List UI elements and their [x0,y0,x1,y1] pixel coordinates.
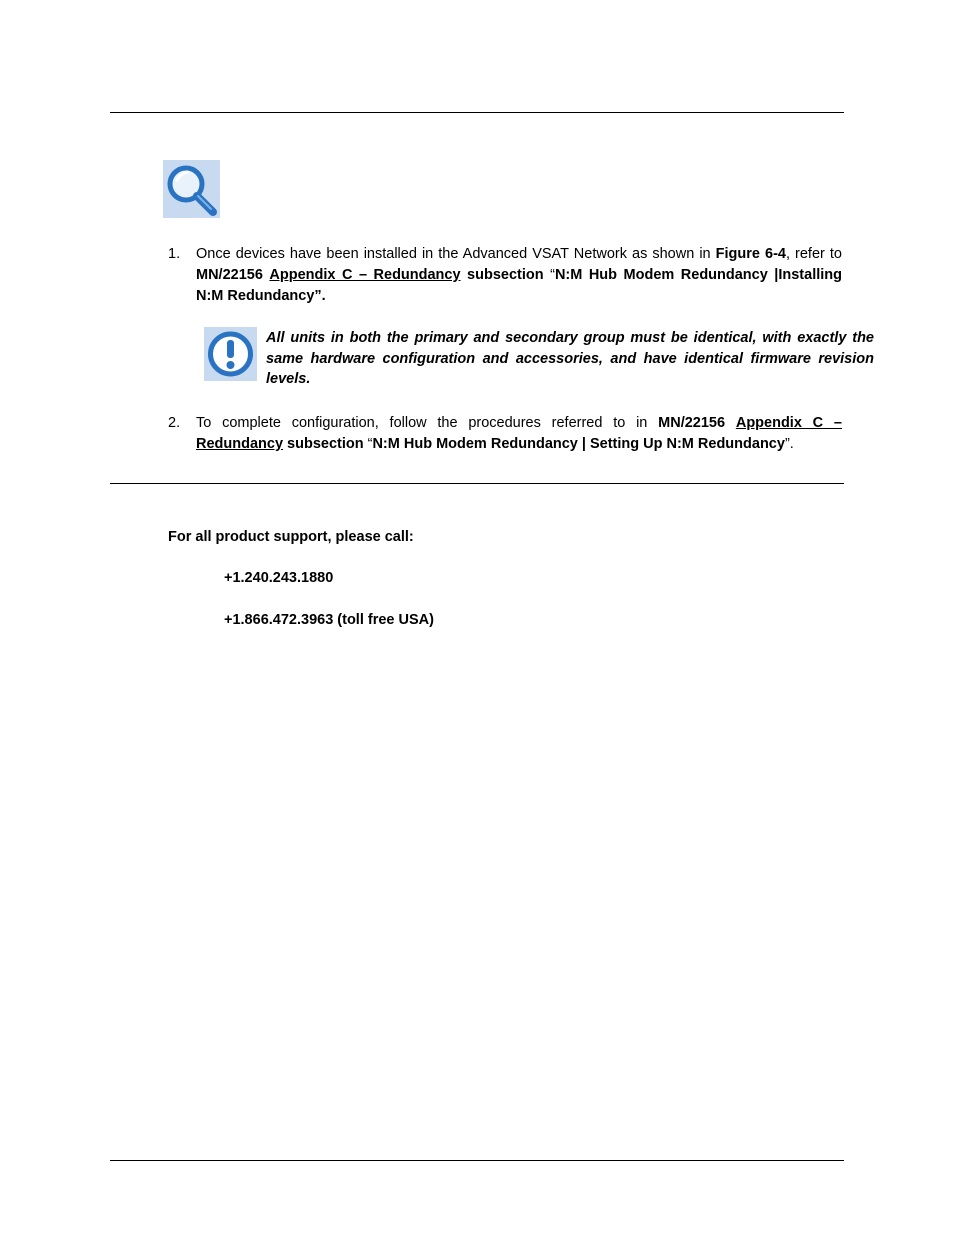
support-heading: For all product support, please call: [168,529,414,545]
step-number: 1. [168,246,181,262]
step-text-run [725,415,736,431]
bottom-divider [110,1160,844,1161]
step-number: 2. [168,415,181,431]
step-text [196,413,842,455]
step-1 [168,244,842,310]
exclamation-icon [204,327,257,381]
step-text-run: “ [543,267,555,283]
step-2 [168,413,842,457]
magnifier-icon [163,160,220,218]
step-text-run: subsection [283,436,364,452]
step-text-run: , refer to [785,246,842,262]
phone-number[interactable]: +1.240.243.1880 [224,570,334,586]
step-text-run: MN/22156 [658,415,726,431]
step-text-run: MN/22156 [196,267,263,283]
step-text-run: N:M Hub Modem Redundancy |Installing N:M Redundancy”. [196,267,843,304]
phone-number-toll-free[interactable]: +1.866.472.3963 (toll free USA) [224,612,434,628]
step-text-run: subsection [460,267,544,283]
section-divider [110,483,844,484]
attention-note: All units in both the primary and secondary group must be identical, with exactly the same hardware configuration and accessories, and have identical firmware revision levels. [266,330,874,387]
step-text-run: Figure 6-4 [715,246,786,262]
step-text-run: ”. [784,436,794,452]
step-text-run: Once devices have been installed in the Advanced VSAT Network as shown in [196,246,716,262]
appendix-link[interactable]: Appendix C – Redundancy [196,415,842,452]
step-text [196,244,842,307]
appendix-link[interactable]: Appendix C – Redundancy [269,267,461,283]
top-divider [110,112,844,113]
step-text-run: To complete configuration, follow the procedures referred to in [196,415,659,431]
step-text-run: N:M Hub Modem Redundancy | Setting Up N:M Redundancy [372,436,785,452]
step-text-run: “ [363,436,373,452]
